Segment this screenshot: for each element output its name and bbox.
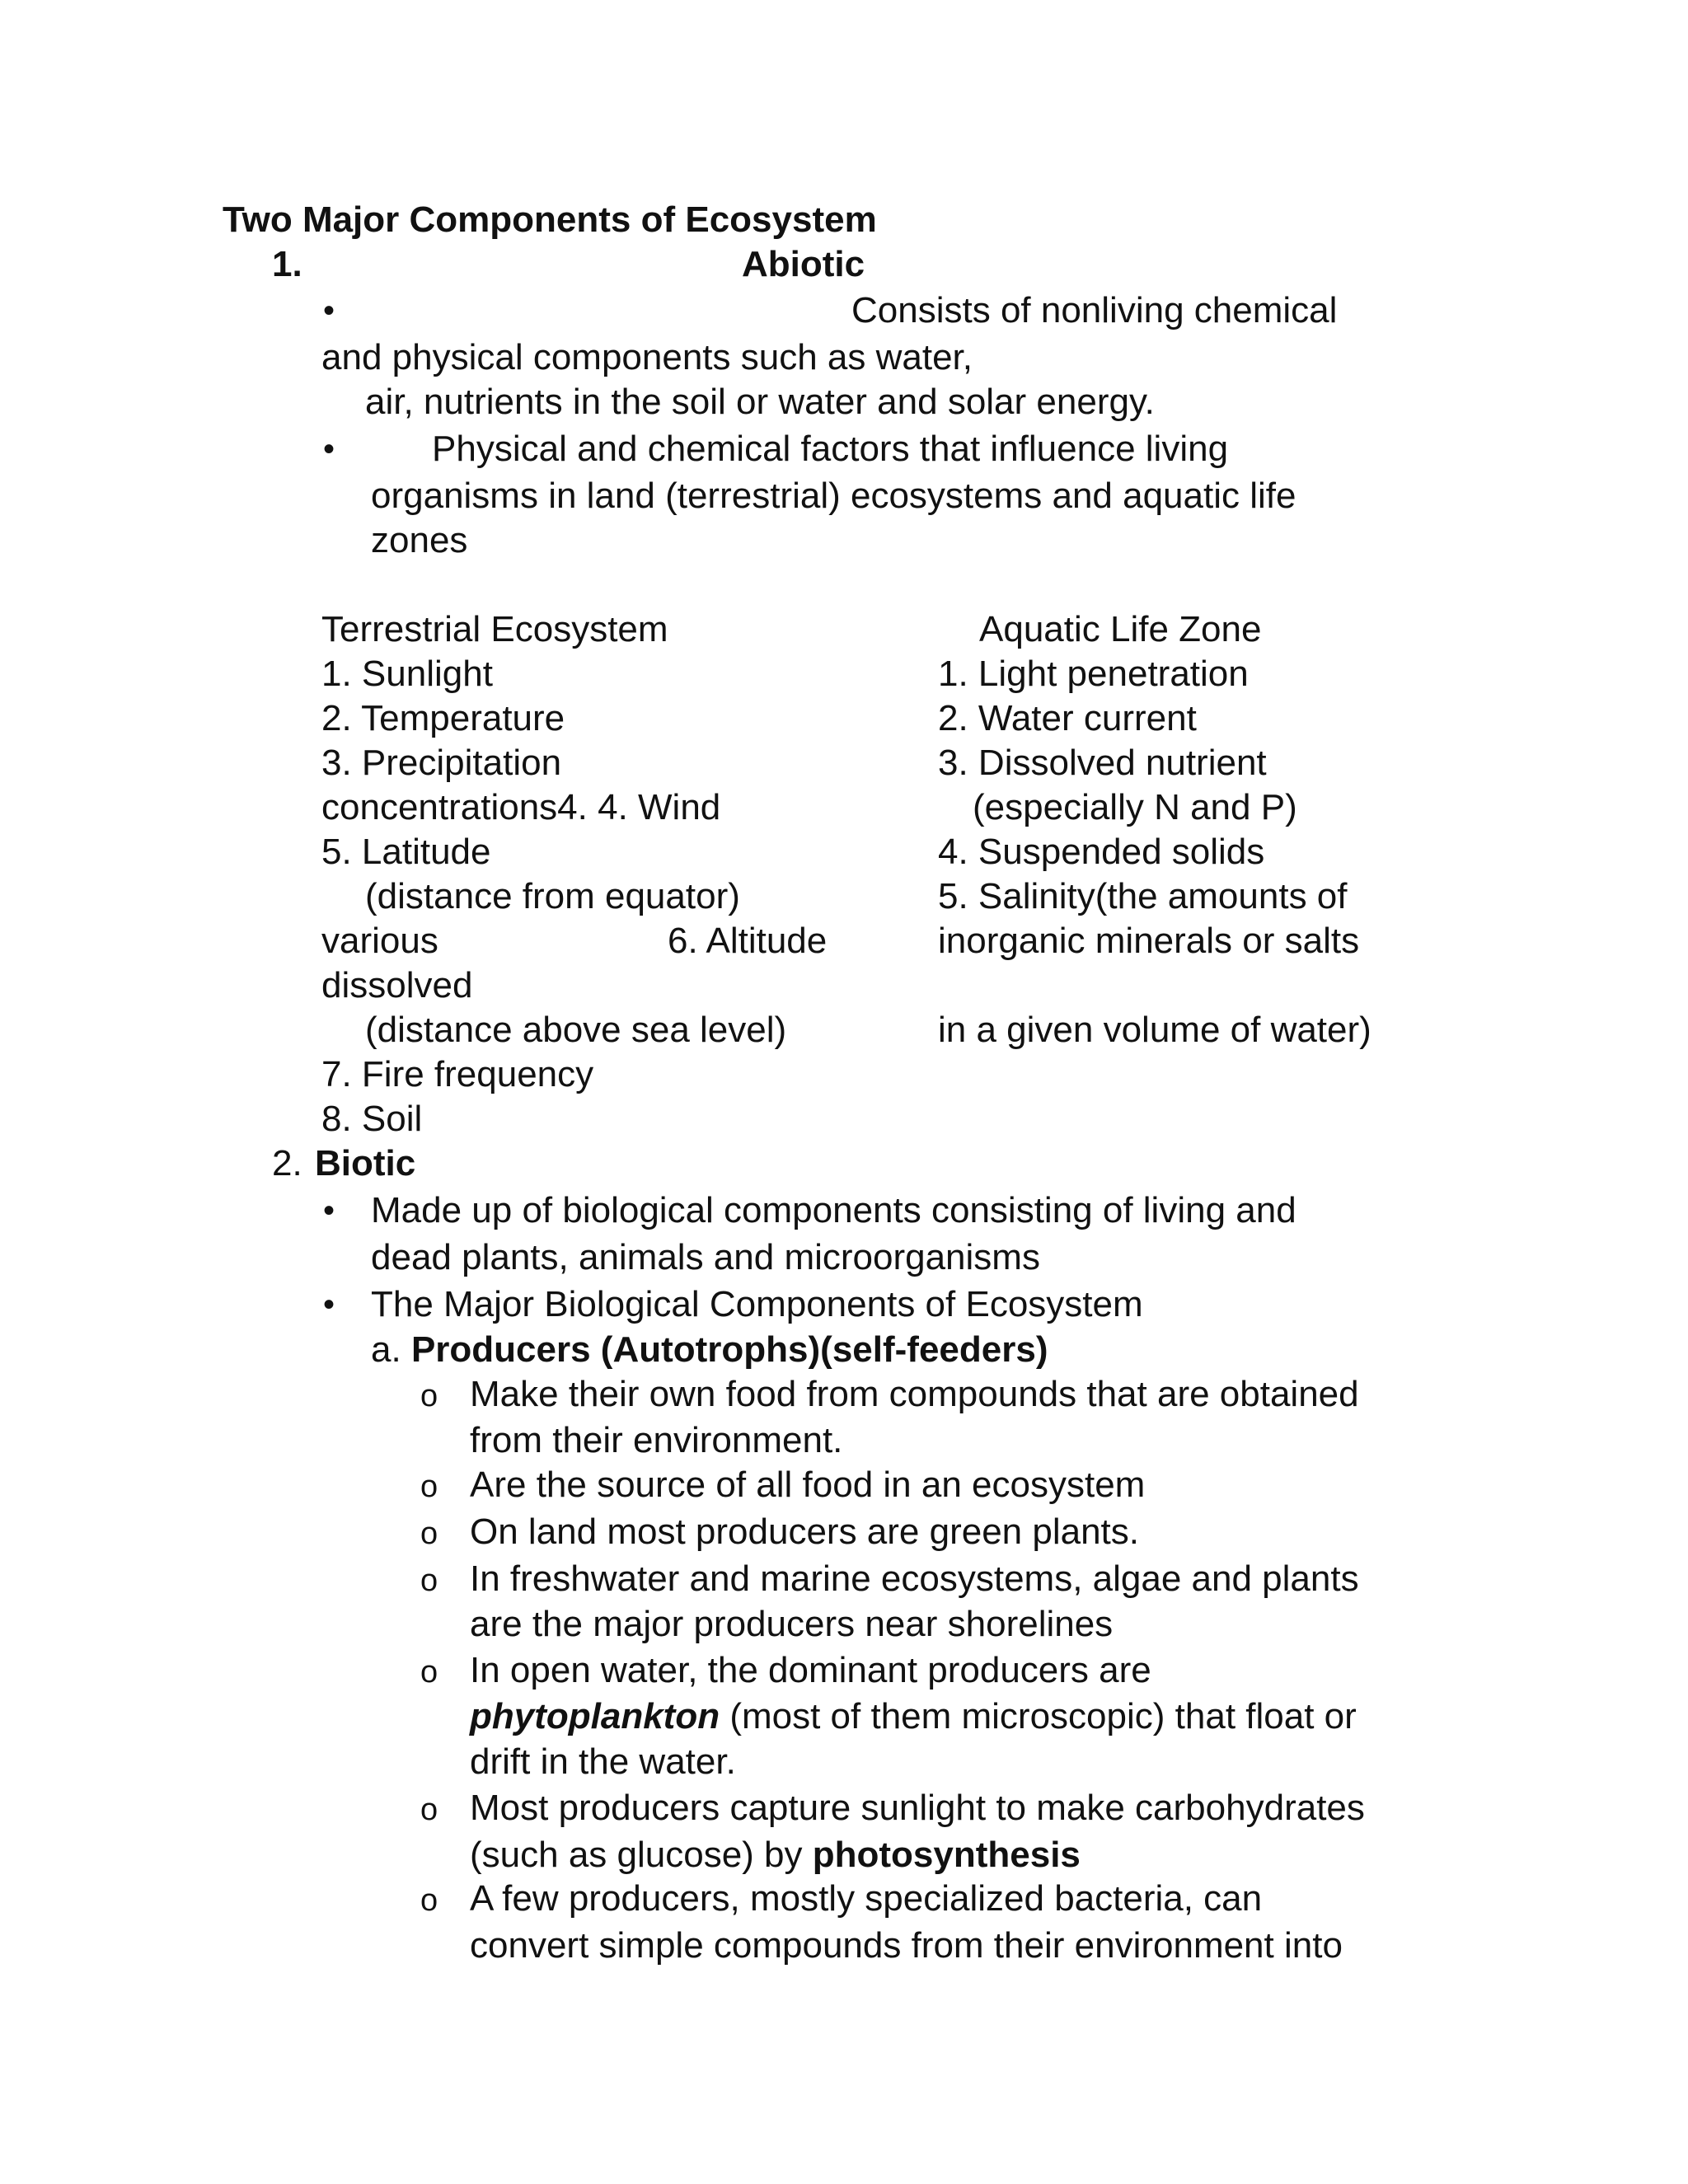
terrestrial-item: various xyxy=(321,921,438,961)
producer-point xyxy=(470,1694,1357,1739)
producer-point: Are the source of all food in an ecosystem xyxy=(470,1465,1146,1505)
terrestrial-header: Terrestrial Ecosystem xyxy=(321,609,668,649)
aquatic-item: 2. Water current xyxy=(938,698,1197,738)
producer-point: from their environment. xyxy=(470,1420,843,1460)
producer-point: In freshwater and marine ecosystems, algae and plants xyxy=(470,1558,1359,1599)
photosynthesis-term: photosynthesis xyxy=(812,1835,1081,1875)
producers-prefix: a. xyxy=(371,1329,401,1370)
circle-bullet: o xyxy=(420,1379,438,1413)
terrestrial-item: 5. Latitude xyxy=(321,832,491,872)
terrestrial-item: (distance from equator) xyxy=(365,876,740,916)
biotic-number: 2. xyxy=(272,1143,302,1183)
producer-point: In open water, the dominant producers are xyxy=(470,1650,1151,1690)
terrestrial-item: 1. Sunlight xyxy=(321,654,493,694)
aquatic-item: (especially N and P) xyxy=(973,787,1297,827)
aquatic-item: 3. Dissolved nutrient xyxy=(938,743,1267,783)
biotic-bullet-2: • xyxy=(323,1286,335,1323)
biotic-bullet-1-line-1: Made up of biological components consisting of living and xyxy=(371,1190,1296,1230)
biotic-heading: Biotic xyxy=(315,1143,416,1183)
abiotic-bullet-2-line-3: zones xyxy=(371,520,468,560)
phytoplankton-rest: (most of them microscopic) that float or xyxy=(720,1696,1357,1736)
terrestrial-item: (distance above sea level) xyxy=(365,1010,787,1050)
circle-bullet: o xyxy=(420,1883,438,1918)
circle-bullet: o xyxy=(420,1469,438,1504)
producer-point xyxy=(470,1833,1081,1877)
abiotic-bullet-2-line-1: Physical and chemical factors that influence living xyxy=(432,429,1229,469)
photosynthesis-pre: (such as glucose) by xyxy=(470,1835,813,1875)
biotic-bullet-1: • xyxy=(323,1193,335,1229)
producers-title: Producers (Autotrophs)(self-feeders) xyxy=(410,1329,1048,1370)
terrestrial-item: 7. Fire frequency xyxy=(321,1054,594,1094)
terrestrial-item: 6. Altitude xyxy=(668,921,828,961)
producer-point: Make their own food from compounds that are obtained xyxy=(470,1374,1359,1414)
abiotic-bullet-2: • xyxy=(323,431,335,467)
terrestrial-item: concentrations4. 4. Wind xyxy=(321,787,721,827)
producers-heading xyxy=(371,1328,1048,1372)
terrestrial-item: 2. Temperature xyxy=(321,698,565,738)
aquatic-item: in a given volume of water) xyxy=(938,1010,1372,1050)
aquatic-item: 1. Light penetration xyxy=(938,654,1249,694)
biotic-bullet-1-line-2: dead plants, animals and microorganisms xyxy=(371,1237,1040,1277)
biotic-bullet-2-line-1: The Major Biological Components of Ecosystem xyxy=(371,1284,1143,1324)
terrestrial-item: 3. Precipitation xyxy=(321,743,562,783)
terrestrial-item: dissolved xyxy=(321,965,473,1005)
circle-bullet: o xyxy=(420,1516,438,1551)
circle-bullet: o xyxy=(420,1655,438,1690)
abiotic-bullet-1-line-1: Consists of nonliving chemical xyxy=(851,290,1338,330)
producer-point: A few producers, mostly specialized bacteria, can xyxy=(470,1878,1263,1919)
producer-point: Most producers capture sunlight to make carbohydrates xyxy=(470,1788,1365,1828)
abiotic-heading: Abiotic xyxy=(742,244,865,284)
aquatic-item: 5. Salinity(the amounts of xyxy=(938,876,1348,916)
phytoplankton-term: phytoplankton xyxy=(470,1696,720,1736)
aquatic-item: inorganic minerals or salts xyxy=(938,921,1360,961)
abiotic-bullet-2-line-2: organisms in land (terrestrial) ecosystems and aquatic life xyxy=(371,476,1296,516)
producer-point: convert simple compounds from their environment into xyxy=(470,1925,1343,1966)
producer-point: are the major producers near shorelines xyxy=(470,1604,1114,1644)
abiotic-bullet-1-line-3: air, nutrients in the soil or water and solar energy. xyxy=(365,382,1155,422)
producer-point: On land most producers are green plants. xyxy=(470,1511,1140,1552)
abiotic-number: 1. xyxy=(272,244,302,284)
terrestrial-item: 8. Soil xyxy=(321,1099,423,1139)
producer-point: drift in the water. xyxy=(470,1741,736,1782)
page-title: Two Major Components of Ecosystem xyxy=(223,199,877,240)
circle-bullet: o xyxy=(420,1793,438,1827)
abiotic-bullet-1-line-2: and physical components such as water, xyxy=(321,337,973,377)
aquatic-header: Aquatic Life Zone xyxy=(979,609,1262,649)
aquatic-item: 4. Suspended solids xyxy=(938,832,1265,872)
abiotic-bullet-1: • xyxy=(323,293,335,329)
circle-bullet: o xyxy=(420,1563,438,1598)
